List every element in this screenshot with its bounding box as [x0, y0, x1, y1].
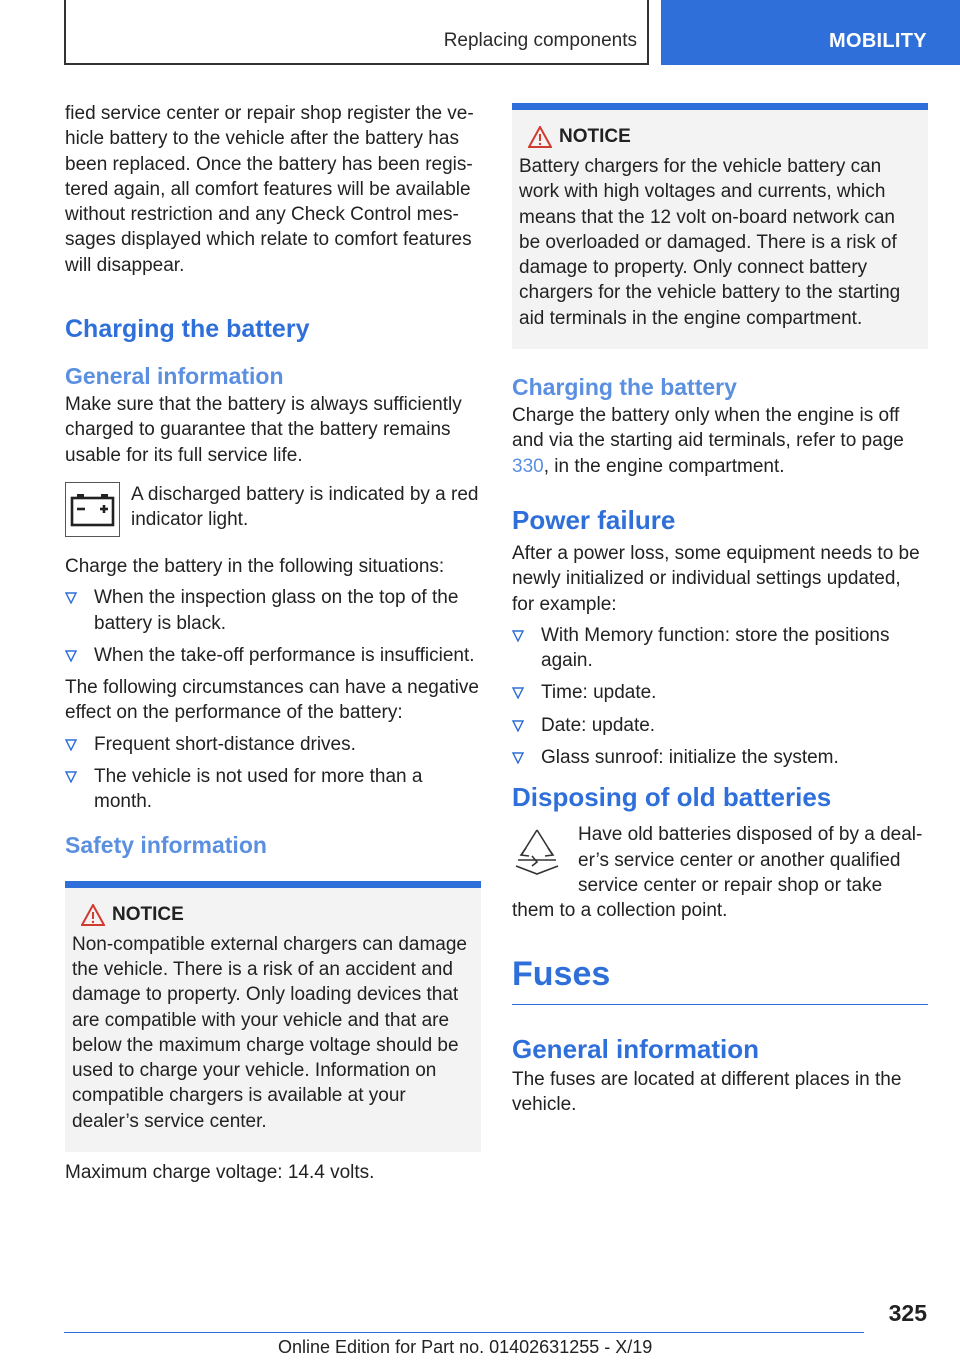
situations-list [65, 585, 481, 668]
general-information-text: Make sure that the battery is always sufficiently charged to guarantee that the battery remains usable for its full service life. [65, 394, 462, 466]
heading-charging-the-battery: Charging the battery [65, 315, 310, 344]
charging-text: Charge the battery only when the engine is off and via the starting aid terminals, refer to page 330, in the engine compartment. [512, 405, 904, 477]
triangle-bullet-icon [65, 739, 77, 751]
power-failure-list [512, 623, 928, 770]
disposing-text-continued: them to a collection point. [512, 900, 728, 922]
header-chapter-label: MOBILITY [829, 30, 927, 52]
recycling-icon [512, 826, 562, 878]
right-column [512, 103, 928, 1117]
fuses-text: The fuses are located at different places in the vehicle. [512, 1068, 902, 1115]
battery-indicator-row [65, 482, 481, 540]
battery-indicator-icon [65, 482, 120, 537]
triangle-bullet-icon [65, 771, 77, 783]
list-item: Glass sunroof: initialize the system. [512, 745, 928, 770]
triangle-bullet-icon [65, 650, 77, 662]
max-charge-voltage: Maximum charge voltage: 14.4 volts. [65, 1162, 375, 1184]
list-item: Date: update. [512, 713, 928, 738]
list-item: Frequent short-distance drives. [65, 732, 481, 757]
notice-text: Battery chargers for the vehicle battery can work with high voltages and currents, which means that the 12 volt on-board network can be overloaded or damaged. There is a risk of damage to property. Only connect battery chargers for the vehicle battery to the starting aid terminals in the engine compartment. [519, 156, 901, 329]
list-item: When the inspection glass on the top of the battery is black. [65, 585, 481, 636]
triangle-bullet-icon [512, 630, 524, 642]
notice-text: Non-compatible external chargers can damage the vehicle. There is a risk of an accident and damage to property. Only loading devices that are compatible with your vehicle and that are below the maximum charge voltage should be used to charge your vehicle. Information on compatible chargers is available at your dealer’s service center. [72, 933, 467, 1132]
header-chapter-tab [661, 0, 960, 65]
footer-edition: Online Edition for Part no. 01402631255 - X/19 [278, 1337, 653, 1357]
list-item: The vehicle is not used for more than a month. [65, 764, 481, 815]
list-item: When the take-off performance is insufficient. [65, 643, 481, 668]
notice-label: NOTICE [112, 903, 184, 925]
heading-safety-information: Safety information [65, 831, 267, 858]
intro-paragraph: fied service center or repair shop register the ve-hicle battery to the vehicle after the battery has been replaced. Once the battery has been regis-tered again, all comfort features will be available without restriction and any Check Control mes-sages displayed which relate to comfort features will disappear. [65, 103, 474, 276]
heading-power-failure: Power failure [512, 504, 676, 535]
notice-label: NOTICE [559, 126, 631, 147]
heading-general-information: General information [65, 363, 284, 390]
heading-fuses-general-information: General information [512, 1033, 760, 1064]
header-section-title: Replacing components [443, 30, 637, 51]
triangle-bullet-icon [512, 687, 524, 699]
notice-box-high-voltage [512, 103, 928, 349]
heading-fuses: Fuses [512, 954, 928, 1005]
warning-icon [528, 126, 552, 148]
notice-title-row [72, 904, 473, 930]
left-column [65, 101, 481, 1185]
page-reference-link[interactable]: 330 [512, 455, 544, 477]
triangle-bullet-icon [512, 720, 524, 732]
footer-divider [64, 1332, 864, 1333]
warning-icon [81, 904, 105, 926]
circumstances-list [65, 732, 481, 815]
triangle-bullet-icon [512, 752, 524, 764]
page-number: 325 [888, 1300, 927, 1326]
disposing-text: Have old batteries disposed of by a deal-er’s service center or another qualified service center or repair shop or take [578, 824, 923, 896]
heading-disposing-old-batteries: Disposing of old batteries [512, 782, 832, 813]
notice-title-row [519, 126, 920, 152]
list-item: With Memory function: store the positions again. [512, 623, 928, 674]
situations-intro: Charge the battery in the following situations: [65, 555, 445, 577]
heading-charging-the-battery-sub: Charging the battery [512, 374, 737, 401]
power-failure-text: After a power loss, some equipment needs to be newly initialized or individual settings updated, for example: [512, 542, 920, 615]
battery-indicator-text: A discharged battery is indicated by a red indicator light. [131, 483, 479, 531]
disposing-row [512, 822, 928, 923]
circumstances-intro: The following circumstances can have a negative effect on the performance of the battery: [65, 677, 480, 724]
notice-box-chargers [65, 881, 481, 1152]
list-item: Time: update. [512, 680, 928, 705]
triangle-bullet-icon [65, 592, 77, 604]
header-box [64, 0, 649, 65]
